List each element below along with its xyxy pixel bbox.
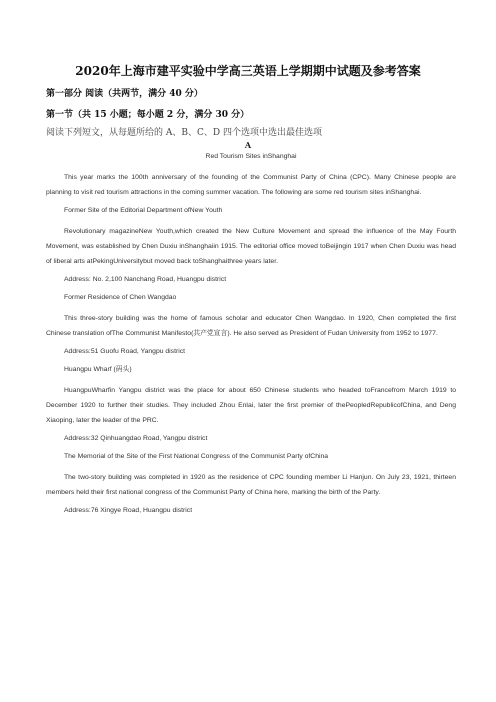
site-name: Former Residence of Chen Wangdao [64,294,177,301]
page-title: 2020年上海市建平实验中学高三英语上学期期中试题及参考答案 [75,64,421,78]
instruction-text: 阅读下列短文，从每题所给的 A、B、C、D 四个选项中选出最佳选项 [46,128,322,138]
site-name: Huangpu Wharf (码头) [64,366,132,373]
intro-paragraph: This year marks the 100th anniversary of the founding of the Communist Party of China (CPC). Many Chinese people are planning to visit red tourism attractions in the coming summer vacation. The following are some red tourism sites inShanghai. [46,174,456,196]
site-address: Address:32 Qinhuangdao Road, Yangpu district [64,435,208,442]
site-description: The two-story building was completed in 1920 as the residence of CPC founding member Li Hanjun. On July 23, 1921, thirteen members held their first national congress of the Communist Party of China here, marking the birth of the Party. [46,474,456,496]
site-description: HuangpuWharfin Yangpu district was the place for about 650 Chinese students who headed toFrancefrom March 1919 to December 1920 to further their studies. They included Zhou Enlai, later the first premier of thePeopledRepublicofChina, and Deng Xiaoping, later the leader of the PRC. [46,387,456,424]
site-address: Address:76 Xingye Road, Huangpu district [64,507,193,514]
section-heading: 第一节（共 15 小题；每小题 2 分，满分 30 分） [46,110,250,120]
site-name: Former Site of the Editorial Department ofNew Youth [64,207,223,214]
site-description: This three-story building was the home of famous scholar and educator Chen Wangdao. In 1920, Chen completed the first Chinese translation ofThe Communist Manifesto(共产党宣言). He also served as President of Fudan University from 1952 to 1977. [46,315,456,337]
passage-letter: A [244,140,252,150]
site-name: The Memorial of the Site of the First National Congress of the Communist Party ofChina [64,453,329,460]
site-address: Address: No. 2,100 Nanchang Road, Huangpu district [64,276,227,283]
passage-body [46,153,456,524]
site-address: Address:51 Guofu Road, Yangpu district [64,348,186,355]
part-heading: 第一部分 阅读（共两节，满分 40 分） [46,89,203,99]
site-description: Revolutionary magazineNew Youth,which created the New Culture Movement and spread the influence of the May Fourth Movement, was established by Chen Duxiu inShanghaiin 1915. The editorial office moved toBeijingin 1917 when Chen Duxiu was head of liberal arts atPekingUniversitybut moved back toShanghaithree years later. [46,228,456,265]
passage-title: Red Tourism Sites inShanghai [205,153,297,160]
